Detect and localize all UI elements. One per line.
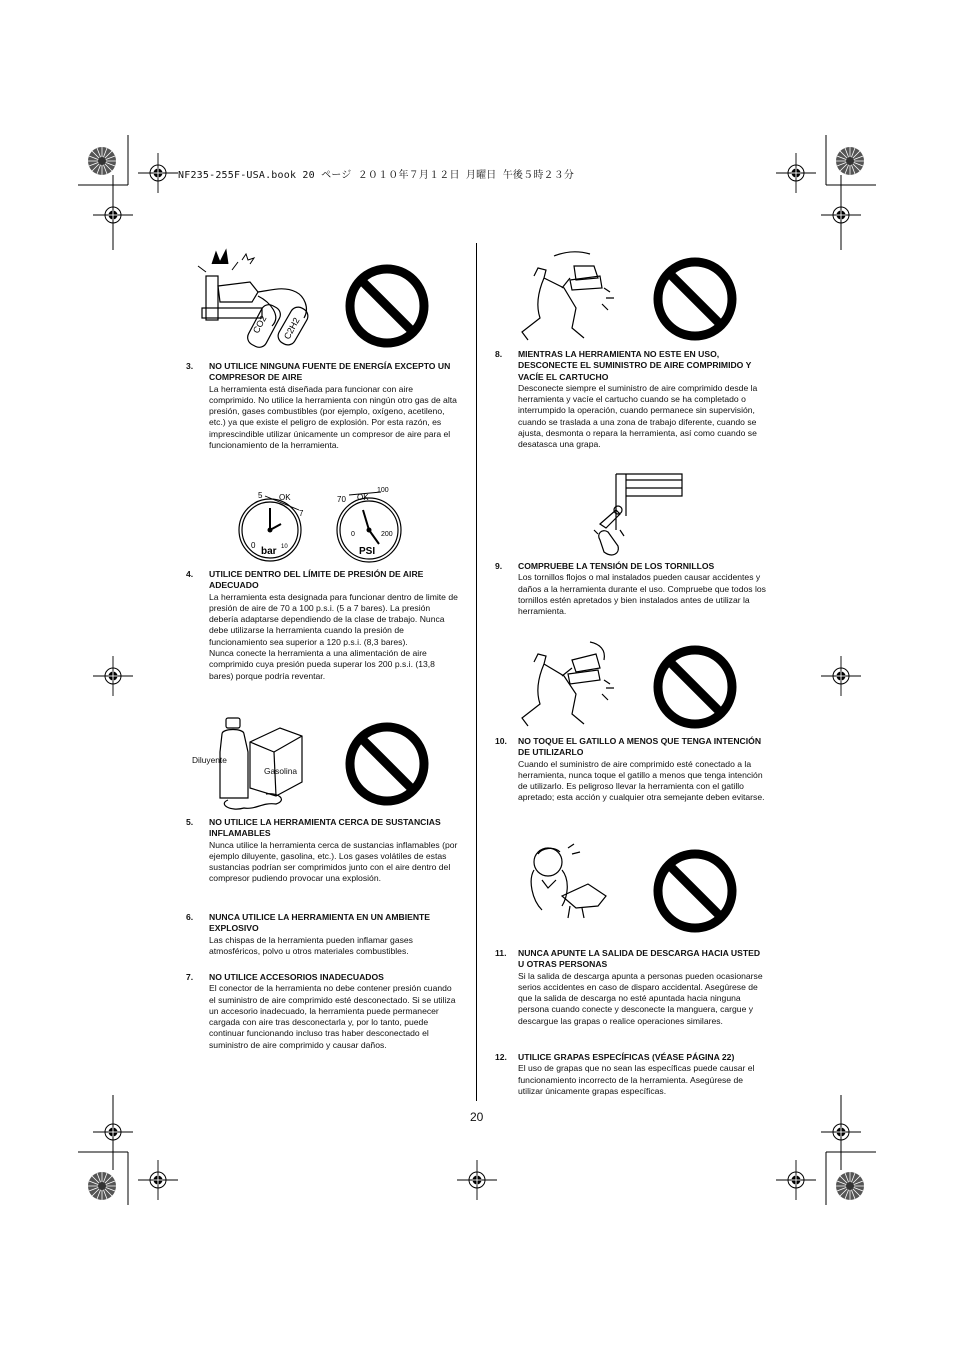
prohibition-icon <box>652 644 738 730</box>
psi-unit-label: PSI <box>359 546 376 557</box>
co2-label: CO2 <box>250 313 269 335</box>
bar-mark-0: 0 <box>251 541 256 550</box>
column-divider <box>476 243 477 1101</box>
item-body: Nunca utilice la herramienta cerca de sustancias inflamables (por ejemplo diluyente, gasolina, etc.). Los gases volátiles de estas sustancias podrían ser comprimidos junto con el aire dentro del compresor pudiendo provocar una explosión. <box>209 839 458 884</box>
safety-item-11 <box>495 948 768 1027</box>
safety-item-5 <box>186 817 459 885</box>
psi-ok-label: OK <box>357 493 369 502</box>
item-number: 11. <box>495 948 507 958</box>
item-number: 12. <box>495 1052 507 1062</box>
item-body: El uso de grapas que no sean las específicas puede causar el funcionamiento incorrecto de la herramienta. Asegúrese de utilizar únicamente grapas específicas. <box>518 1063 755 1096</box>
item-title: NO UTILICE NINGUNA FUENTE DE ENERGÍA EXCEPTO UN COMPRESOR DE AIRE <box>209 361 451 383</box>
item-number: 8. <box>495 349 503 359</box>
bar-mark-5: 5 <box>258 491 263 500</box>
safety-item-3 <box>186 361 459 451</box>
item-number: 5. <box>186 817 194 827</box>
person-with-finger-on-trigger-illustration <box>514 636 624 731</box>
item-title: NUNCA APUNTE LA SALIDA DE DESCARGA HACIA USTED U OTRAS PERSONAS <box>518 948 761 970</box>
item-title: COMPRUEBE LA TENSIÓN DE LOS TORNILLOS <box>518 561 715 571</box>
psi-mark-100: 100 <box>377 487 389 494</box>
item-title: NO UTILICE LA HERRAMIENTA CERCA DE SUSTANCIAS INFLAMABLES <box>209 817 441 839</box>
page-number: 20 <box>470 1110 484 1124</box>
item-title: NUNCA UTILICE LA HERRAMIENTA EN UN AMBIENTE EXPLOSIVO <box>209 912 431 934</box>
prohibition-icon <box>652 848 738 934</box>
safety-item-8 <box>495 349 768 451</box>
safety-item-6 <box>186 912 459 957</box>
item-title: NO TOQUE EL GATILLO A MENOS QUE TENGA INTENCIÓN DE UTILIZARLO <box>518 736 762 758</box>
bar-ok-label: OK <box>279 493 291 502</box>
bar-mark-10: 10 <box>281 544 288 550</box>
item-number: 6. <box>186 912 194 922</box>
gasolina-label: Gasolina <box>264 766 298 776</box>
item-body-continued: Nunca conecte la herramienta a una alimentación de aire comprimido cuya presión pueda superar los 200 p.s.i. (13,8 bares) porque podría reventar. <box>209 648 435 681</box>
item-body: Las chispas de la herramienta pueden inflamar gases atmosféricos, polvo u otros materiales combustibles. <box>209 934 413 956</box>
safety-item-4 <box>186 569 459 682</box>
item-body: La herramienta esta designada para funcionar dentro de limite de presión de aire de 70 a 100 p.s.i. (5 a 7 bares). La presión debería adaptarse dependiendo de la clase de trabajo. Nunca debe utilizarse la herramienta cuando la presión de funcionamiento sea superior a 120 p.s.i. (8,3 bares). <box>209 591 458 647</box>
person-carrying-nailer-illustration <box>514 248 624 343</box>
nailer-gas-cylinders-illustration <box>192 246 332 356</box>
item-number: 9. <box>495 561 503 571</box>
prohibition-icon <box>652 256 738 342</box>
item-body: Cuando el suministro de aire comprimido esté conectado a la herramienta, nunca toque el gatillo a menos que tenga intención de utilizarlo. Es peligroso llevar la herramienta con el gatillo apretado; esta acción y cualquier otra semejante deben evitarse. <box>518 758 765 803</box>
item-body: La herramienta está diseñada para funcionar con aire comprimido. No utilice la herramienta con ningún otro gas de alta presión, gases combustibles (por ejemplo, oxígeno, acetileno, etc.) ya que existe el peligro de explosión. Por esta razón, es imprescindible utilizar únicamente un compresor de aire para el funcionamiento de la herramienta. <box>209 383 457 451</box>
item-number: 3. <box>186 361 194 371</box>
psi-mark-70: 70 <box>337 495 346 504</box>
item-number: 10. <box>495 736 507 746</box>
person-pointing-nailer-at-self-illustration <box>518 840 613 920</box>
psi-mark-200: 200 <box>381 531 393 538</box>
safety-item-7 <box>186 972 459 1051</box>
flammable-liquids-illustration <box>218 712 338 812</box>
item-body: Desconecte siempre el suministro de aire comprimido desde la herramienta y vacíe el cartucho cuando se ha completado o interrumpido la operación, cuando permanece sin supervisión, cuando se traslada a una zona de trabajo diferente, cuando se ajusta, desmonta o repara la herramienta, así como cuando se desatasca una grapa. <box>518 382 758 450</box>
item-title: UTILICE DENTRO DEL LÍMITE DE PRESIÓN DE AIRE ADECUADO <box>209 569 424 591</box>
item-body: El conector de la herramienta no debe contener presión cuando el suministro de aire comprimido esté desconectado. Si se utiliza un accesorio inadecuado, la herramienta puede permanecer cargada con aire tras desconectarla y, por lo tanto, puede continuar funcionando incluso tras haber desconectado el suministro de aire comprimido y causar daños. <box>209 983 456 1050</box>
bar-unit-label: bar <box>261 546 277 557</box>
safety-item-10 <box>495 736 768 804</box>
prohibition-icon <box>344 263 430 349</box>
tightening-screws-illustration <box>590 470 690 560</box>
item-number: 4. <box>186 569 194 579</box>
prohibition-icon <box>344 721 430 807</box>
safety-item-9 <box>495 561 768 617</box>
print-header: NF235-255F-USA.book 20 ページ ２０１０年７月１２日 月曜日 午後５時２３分 <box>178 170 575 181</box>
psi-mark-0: 0 <box>351 531 355 538</box>
item-title: UTILICE GRAPAS ESPECÍFICAS (VÉASE PÁGINA 22) <box>518 1052 735 1062</box>
item-title: MIENTRAS LA HERRAMIENTA NO ESTE EN USO, DESCONECTE EL SUMINISTRO DE AIRE COMPRIMIDO Y VACÍE EL CARTUCHO <box>518 349 752 382</box>
safety-item-12 <box>495 1052 768 1097</box>
c2h2-label: C2H2 <box>281 315 302 341</box>
bar-mark-7: 7 <box>299 509 304 518</box>
pressure-gauges-illustration <box>235 486 415 566</box>
item-number: 7. <box>186 972 194 982</box>
item-body: Los tornillos flojos o mal instalados pueden causar accidentes y daños a la herramienta durante el uso. Compruebe que todos los tornillos estén apretados y bien instalados antes de utilizar la herramienta. <box>518 572 766 617</box>
item-body: Si la salida de descarga apunta a personas pueden ocasionarse serios accidentes en caso de disparo accidental. Asegúrese de que la salida de descarga no esté apuntada hacia ninguna persona cuando conecte y desconecte la manguera, cargue y descargue las grapas o realice operaciones similares. <box>518 970 763 1026</box>
item-title: NO UTILICE ACCESORIOS INADECUADOS <box>209 972 384 982</box>
diluyente-label: Diluyente <box>192 755 227 765</box>
